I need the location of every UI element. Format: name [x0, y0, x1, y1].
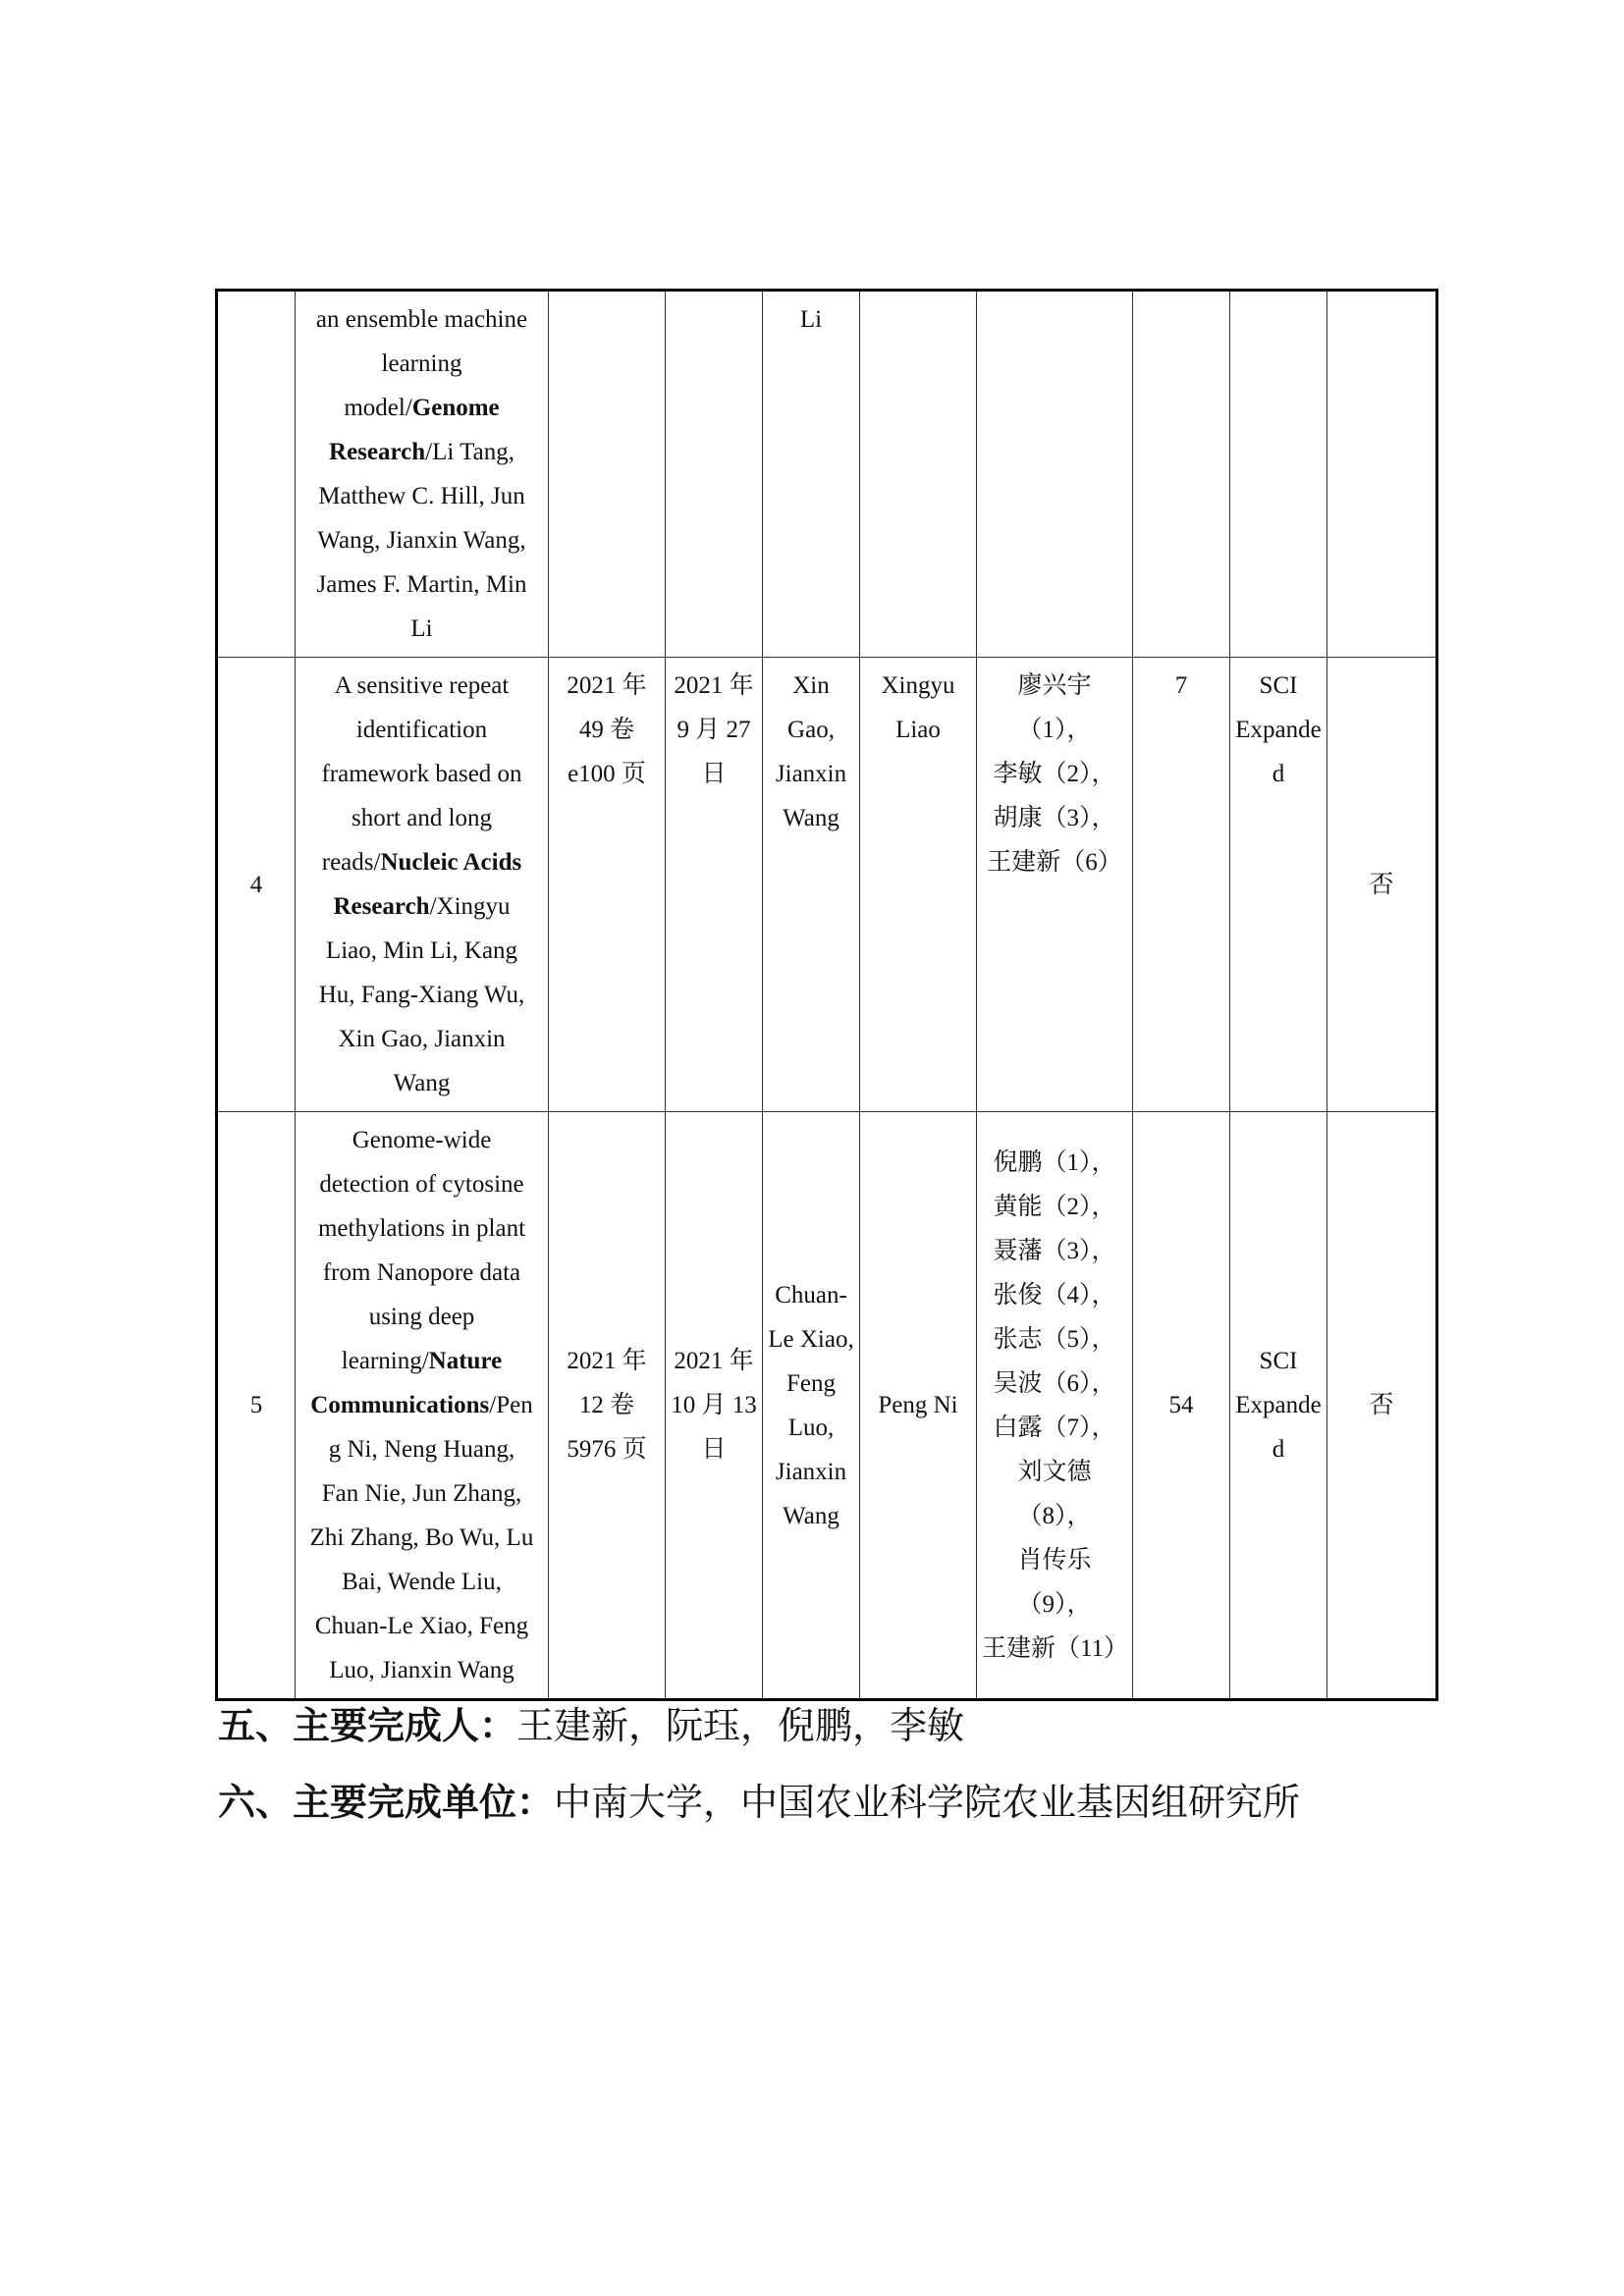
author-entry: 王建新（6） — [987, 849, 1122, 876]
index-type: SCI Expanded — [1230, 658, 1327, 1112]
journal-name: Genome Research — [329, 395, 500, 465]
title-text: an ensemble machine learning model/ — [315, 306, 528, 421]
author-entry: 倪鹏（1）， — [993, 1148, 1116, 1176]
citation-count: 54 — [1133, 1112, 1230, 1700]
author-list: /Li Tang, Matthew C. Hill, Jun Wang, Jianxin Wang, James F. Martin, Min Li — [316, 439, 527, 642]
author-entry: 刘文德（8）， — [1017, 1458, 1092, 1529]
title-text: Genome-wide detection of cytosine methylations in plant from Nanopore data using deep learning/ — [317, 1127, 526, 1374]
table-row — [217, 291, 1437, 658]
publication-date: 2021 年 10 月 13 日 — [666, 1112, 763, 1700]
authors-cell — [977, 658, 1133, 1112]
main-contributors-section — [218, 1698, 964, 1753]
paper-title-cell — [296, 291, 549, 658]
first-author: Xingyu Liao — [860, 658, 977, 1112]
flag-cell — [1327, 291, 1437, 658]
author-entry: 聂藩（3）， — [993, 1237, 1116, 1264]
author-entry: 张俊（4）， — [993, 1281, 1116, 1308]
author-entry: 黄能（2）， — [993, 1193, 1116, 1220]
main-units-section — [218, 1775, 1300, 1830]
author-entry: 胡康（3）， — [993, 805, 1116, 831]
authors-cell — [977, 1112, 1133, 1700]
author-entry: 白露（7）， — [993, 1414, 1116, 1441]
author-entry: 张志（5）， — [993, 1325, 1116, 1353]
table-row — [217, 658, 1437, 1112]
author-entry: 李敏（2）， — [993, 761, 1116, 787]
first-author — [860, 291, 977, 658]
author-list: /Xingyu Liao, Min Li, Kang Hu, Fang-Xiang Wu, Xin Gao, Jianxin Wang — [318, 893, 525, 1096]
author-list: /Peng Ni, Neng Huang, Fan Nie, Jun Zhang, Zhi Zhang, Bo Wu, Lu Bai, Wende Liu, Chuan-Le Xiao, Feng Luo, Jianxin Wang — [309, 1392, 534, 1683]
index-type: SCI Expanded — [1230, 1112, 1327, 1700]
flag-cell: 否 — [1327, 658, 1437, 1112]
author-entry: 吴波（6）， — [993, 1369, 1116, 1397]
publication-date — [666, 291, 763, 658]
section-text: 中南大学，中国农业科学院农业基因组研究所 — [554, 1781, 1301, 1824]
corresponding-author: Chuan-Le Xiao, Feng Luo, Jianxin Wang — [763, 1112, 860, 1700]
first-author: Peng Ni — [860, 1112, 977, 1700]
table-row — [217, 1112, 1437, 1700]
flag-cell: 否 — [1327, 1112, 1437, 1700]
corresponding-author: Xin Gao, Jianxin Wang — [763, 658, 860, 1112]
volume-pages: 2021 年 12 卷 5976 页 — [549, 1112, 666, 1700]
paper-title-cell — [296, 658, 549, 1112]
volume-pages: 2021 年 49 卷 e100 页 — [549, 658, 666, 1112]
volume-pages — [549, 291, 666, 658]
publication-date: 2021 年 9 月 27 日 — [666, 658, 763, 1112]
paper-title-cell — [296, 1112, 549, 1700]
authors-cell — [977, 291, 1133, 658]
papers-table — [215, 289, 1438, 1701]
section-label: 五、主要完成人： — [218, 1703, 517, 1747]
citation-count — [1133, 291, 1230, 658]
row-index: 5 — [217, 1112, 296, 1700]
citation-count: 7 — [1133, 658, 1230, 1112]
section-text: 王建新，阮珏，倪鹏，李敏 — [516, 1704, 965, 1747]
title-text: A sensitive repeat identification framework based on short and long reads/ — [321, 672, 522, 876]
section-label: 六、主要完成单位： — [218, 1780, 555, 1824]
corresponding-author: Li — [763, 291, 860, 658]
row-index: 4 — [217, 658, 296, 1112]
author-entry: 王建新（11） — [982, 1634, 1129, 1662]
journal-name: Nature Communications — [310, 1348, 503, 1418]
author-entry: 肖传乐（9）， — [1017, 1546, 1092, 1618]
index-type — [1230, 291, 1327, 658]
author-entry: 廖兴宇（1）， — [1017, 672, 1092, 743]
journal-name: Nucleic Acids Research — [333, 849, 522, 920]
row-index — [217, 291, 296, 658]
